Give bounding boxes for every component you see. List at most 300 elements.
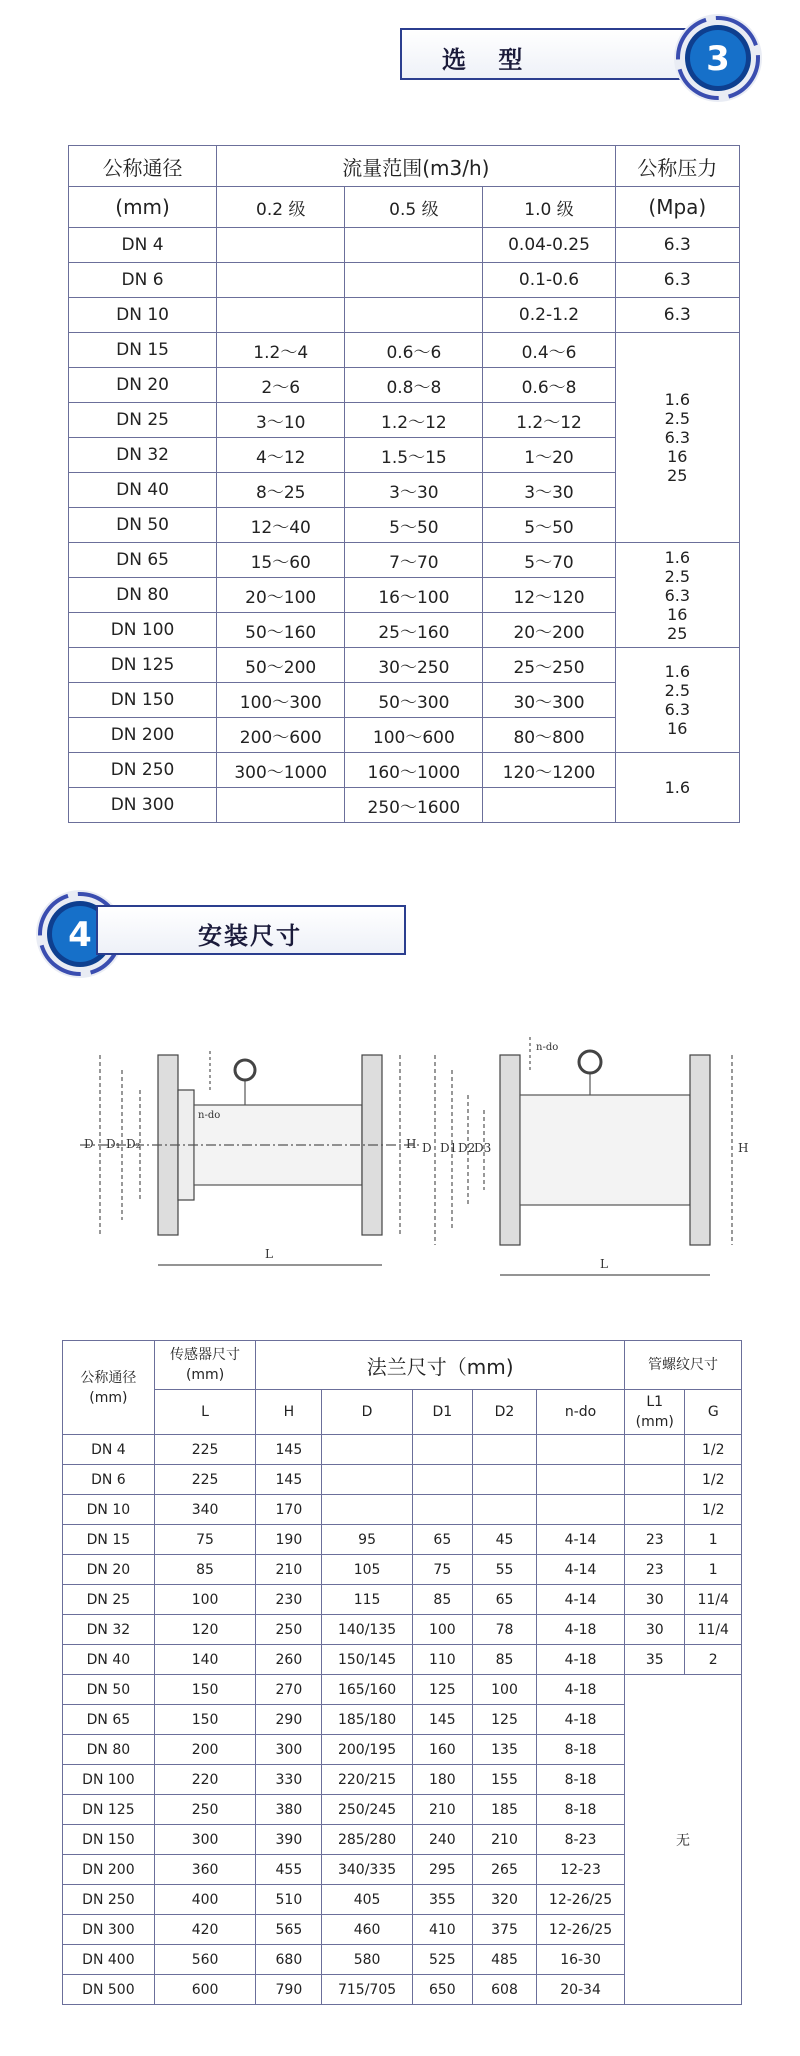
- dim-cell-D1: 145: [412, 1705, 472, 1735]
- dim-cell-dn: DN 4: [63, 1435, 155, 1465]
- cell-grade-02: 12～40: [217, 508, 345, 543]
- flow-table-row: [69, 543, 740, 578]
- dim-cell-dn: DN 20: [63, 1555, 155, 1585]
- dim-cell-H: 680: [256, 1945, 322, 1975]
- dwg-left-D1: D₁: [106, 1137, 121, 1151]
- dim-cell-D: 580: [322, 1945, 412, 1975]
- cell-dn: DN 4: [69, 228, 217, 263]
- dim-cell-L1: 23: [624, 1525, 685, 1555]
- dwg-right-ndo: n-do: [536, 1042, 559, 1053]
- dim-cell-D2: [472, 1495, 536, 1525]
- header-dn-unit: (mm): [69, 187, 217, 228]
- cell-grade-02: [217, 788, 345, 823]
- cell-grade-10: 120～1200: [483, 753, 615, 788]
- dim-cell-G: 11/4: [685, 1615, 742, 1645]
- dwg-right-D2: D2: [458, 1141, 476, 1155]
- cell-grade-05: 5～50: [345, 508, 483, 543]
- flow-table-row: [69, 228, 740, 263]
- dim-cell-D2: 45: [472, 1525, 536, 1555]
- cell-grade-10: 80～800: [483, 718, 615, 753]
- dim-cell-L1: 30: [624, 1615, 685, 1645]
- dim-cell-L: 400: [154, 1885, 256, 1915]
- dim-cell-D1: 650: [412, 1975, 472, 2005]
- cell-grade-05: [345, 228, 483, 263]
- cell-grade-02: 4～12: [217, 438, 345, 473]
- drawing-right: [435, 1035, 732, 1275]
- section-3-title: 选 型: [442, 46, 535, 74]
- pressure-value: 16: [667, 447, 688, 466]
- dim-cell-L: 75: [154, 1525, 256, 1555]
- cell-grade-02: 50～200: [217, 648, 345, 683]
- dim-cell-L: 150: [154, 1705, 256, 1735]
- cell-grade-02: 200～600: [217, 718, 345, 753]
- dim-cell-dn: DN 80: [63, 1735, 155, 1765]
- pressure-value: 2.5: [664, 566, 691, 586]
- cell-grade-05: 1.5～15: [345, 438, 483, 473]
- dim-table-row: [63, 1675, 742, 1705]
- dim-cell-ndo: 8-18: [537, 1765, 625, 1795]
- cell-dn: DN 50: [69, 508, 217, 543]
- dim-cell-H: 145: [256, 1435, 322, 1465]
- cell-grade-05: 25～160: [345, 613, 483, 648]
- dim-cell-D: 95: [322, 1525, 412, 1555]
- dim-cell-H: 390: [256, 1825, 322, 1855]
- dim-cell-D2: 85: [472, 1645, 536, 1675]
- dim-cell-ndo: 4-14: [537, 1555, 625, 1585]
- pressure-value: 25: [667, 466, 688, 485]
- dwg-left-ndo: n-do: [198, 1110, 221, 1121]
- dim-cell-L: 600: [154, 1975, 256, 2005]
- installation-drawings: [60, 1030, 750, 1300]
- cell-grade-10: 1.2～12: [483, 403, 615, 438]
- dim-cell-H: 300: [256, 1735, 322, 1765]
- cell-dn: DN 10: [69, 298, 217, 333]
- cell-grade-02: [217, 298, 345, 333]
- cell-grade-02: 3～10: [217, 403, 345, 438]
- dim-cell-ndo: [537, 1435, 625, 1465]
- dim-table-row: [63, 1435, 742, 1465]
- dim-cell-L: 85: [154, 1555, 256, 1585]
- dim-cell-ndo: [537, 1465, 625, 1495]
- cell-pressure: 6.3: [615, 228, 739, 263]
- dim-cell-D1: 125: [412, 1675, 472, 1705]
- dim-cell-H: 170: [256, 1495, 322, 1525]
- dim-cell-D: 285/280: [322, 1825, 412, 1855]
- cell-grade-10: 0.4～6: [483, 333, 615, 368]
- dim-cell-H: 270: [256, 1675, 322, 1705]
- dim-cell-L1: 30: [624, 1585, 685, 1615]
- dim-cell-ndo: 4-18: [537, 1615, 625, 1645]
- dim-cell-G: 11/4: [685, 1585, 742, 1615]
- dim-cell-D1: 160: [412, 1735, 472, 1765]
- dim-cell-ndo: 4-14: [537, 1585, 625, 1615]
- section-3-number: 3: [706, 39, 730, 79]
- dim-cell-dn: DN 125: [63, 1795, 155, 1825]
- header-flow: 流量范围(m3/h): [217, 146, 615, 187]
- dim-cell-D: 165/160: [322, 1675, 412, 1705]
- dim-cell-L1: 35: [624, 1645, 685, 1675]
- cell-grade-05: 160～1000: [345, 753, 483, 788]
- dim-cell-D1: 240: [412, 1825, 472, 1855]
- dim-table-row: [63, 1585, 742, 1615]
- cell-grade-05: 7～70: [345, 543, 483, 578]
- cell-grade-10: 1～20: [483, 438, 615, 473]
- dim-cell-D1: 85: [412, 1585, 472, 1615]
- cell-grade-02: [217, 228, 345, 263]
- dim-cell-L: 560: [154, 1945, 256, 1975]
- cell-pressure-group: [615, 543, 739, 648]
- cell-grade-10: 20～200: [483, 613, 615, 648]
- dim-cell-H: 210: [256, 1555, 322, 1585]
- header-grade-05: 0.5 级: [345, 187, 483, 228]
- header-dn: 公称通径: [69, 146, 217, 187]
- dim-cell-D1: [412, 1435, 472, 1465]
- dim-cell-ndo: 4-18: [537, 1645, 625, 1675]
- dim-cell-D2: 65: [472, 1585, 536, 1615]
- cell-pressure-group: [615, 753, 739, 823]
- dim-cell-D2: 608: [472, 1975, 536, 2005]
- dim-cell-dn: DN 32: [63, 1615, 155, 1645]
- cell-grade-10: 5～50: [483, 508, 615, 543]
- dim-header-thread: 管螺纹尺寸: [624, 1341, 741, 1390]
- cell-grade-05: 250～1600: [345, 788, 483, 823]
- header-pressure-unit: (Mpa): [615, 187, 739, 228]
- dwg-right-D3: D3: [474, 1141, 492, 1155]
- cell-dn: DN 25: [69, 403, 217, 438]
- cell-dn: DN 125: [69, 648, 217, 683]
- dim-sub-L1: L1 (mm): [624, 1390, 685, 1435]
- dim-cell-D: 150/145: [322, 1645, 412, 1675]
- dim-cell-ndo: 12-26/25: [537, 1915, 625, 1945]
- dim-cell-D: 105: [322, 1555, 412, 1585]
- pressure-value: 16: [667, 719, 688, 738]
- dim-cell-dn: DN 65: [63, 1705, 155, 1735]
- dim-cell-H: 455: [256, 1855, 322, 1885]
- dim-cell-D2: 320: [472, 1885, 536, 1915]
- dim-table-row: [63, 1555, 742, 1585]
- pressure-value: 6.3: [664, 428, 691, 447]
- flow-table-row: [69, 753, 740, 788]
- cell-pressure: 6.3: [615, 263, 739, 298]
- flow-table-row: [69, 333, 740, 368]
- section-4-title: 安装尺寸: [198, 922, 302, 950]
- dimension-table: [62, 1340, 742, 2005]
- dim-cell-L1: [624, 1435, 685, 1465]
- cell-grade-02: 15～60: [217, 543, 345, 578]
- dim-cell-D2: [472, 1435, 536, 1465]
- dim-cell-G: 1/2: [685, 1495, 742, 1525]
- dim-sub-H: H: [256, 1390, 322, 1435]
- cell-grade-05: 16～100: [345, 578, 483, 613]
- dim-cell-D2: 100: [472, 1675, 536, 1705]
- dim-cell-D1: 75: [412, 1555, 472, 1585]
- cell-pressure: 6.3: [615, 298, 739, 333]
- cell-dn: DN 20: [69, 368, 217, 403]
- dim-cell-D2: 185: [472, 1795, 536, 1825]
- dim-cell-D: 340/335: [322, 1855, 412, 1885]
- dwg-left-D2: D₂: [126, 1137, 141, 1151]
- dim-cell-L: 140: [154, 1645, 256, 1675]
- dim-cell-ndo: 4-14: [537, 1525, 625, 1555]
- dim-cell-D: [322, 1495, 412, 1525]
- cell-dn: DN 6: [69, 263, 217, 298]
- cell-grade-05: [345, 263, 483, 298]
- pressure-value: 25: [667, 623, 688, 643]
- cell-dn: DN 40: [69, 473, 217, 508]
- dim-cell-L: 340: [154, 1495, 256, 1525]
- cell-grade-05: 30～250: [345, 648, 483, 683]
- pressure-value: 1.6: [664, 662, 691, 681]
- cell-grade-05: [345, 298, 483, 333]
- dim-sub-L: L: [154, 1390, 256, 1435]
- dwg-right-D1: D1: [440, 1141, 458, 1155]
- pressure-value: 16: [667, 604, 688, 624]
- cell-grade-10: 25～250: [483, 648, 615, 683]
- cell-grade-05: 3～30: [345, 473, 483, 508]
- flow-table-row: [69, 263, 740, 298]
- dim-cell-D1: 525: [412, 1945, 472, 1975]
- dim-cell-ndo: 8-18: [537, 1735, 625, 1765]
- cell-grade-02: [217, 263, 345, 298]
- dim-cell-ndo: [537, 1495, 625, 1525]
- cell-grade-02: 2～6: [217, 368, 345, 403]
- dim-cell-D1: 110: [412, 1645, 472, 1675]
- dim-table-row: [63, 1495, 742, 1525]
- dim-cell-dn: DN 25: [63, 1585, 155, 1615]
- dim-cell-dn: DN 500: [63, 1975, 155, 2005]
- header-grade-10: 1.0 级: [483, 187, 615, 228]
- dwg-left-L: L: [265, 1247, 273, 1261]
- dim-cell-D: 715/705: [322, 1975, 412, 2005]
- dim-cell-D2: 265: [472, 1855, 536, 1885]
- cell-dn: DN 32: [69, 438, 217, 473]
- dim-cell-D: 220/215: [322, 1765, 412, 1795]
- dim-cell-L: 200: [154, 1735, 256, 1765]
- cell-grade-02: 100～300: [217, 683, 345, 718]
- dim-cell-D: [322, 1465, 412, 1495]
- dim-cell-H: 230: [256, 1585, 322, 1615]
- dim-cell-H: 380: [256, 1795, 322, 1825]
- pressure-value: 2.5: [664, 681, 691, 700]
- dim-sub-ndo: n-do: [537, 1390, 625, 1435]
- flow-range-table: [68, 145, 740, 823]
- dim-cell-dn: DN 400: [63, 1945, 155, 1975]
- dim-cell-D2: 210: [472, 1825, 536, 1855]
- dim-cell-D1: 410: [412, 1915, 472, 1945]
- dim-cell-G: 1/2: [685, 1435, 742, 1465]
- dim-cell-L: 300: [154, 1825, 256, 1855]
- pressure-value: 6.3: [664, 700, 691, 719]
- cell-grade-02: 50～160: [217, 613, 345, 648]
- dim-cell-G: 2: [685, 1645, 742, 1675]
- cell-grade-05: 50～300: [345, 683, 483, 718]
- dim-cell-H: 565: [256, 1915, 322, 1945]
- cell-grade-10: 0.2-1.2: [483, 298, 615, 333]
- dim-cell-D2: 55: [472, 1555, 536, 1585]
- dim-cell-D2: 155: [472, 1765, 536, 1795]
- header-pressure: 公称压力: [615, 146, 739, 187]
- cell-grade-05: 0.6～6: [345, 333, 483, 368]
- dim-cell-dn: DN 6: [63, 1465, 155, 1495]
- cell-dn: DN 15: [69, 333, 217, 368]
- cell-pressure-group: [615, 648, 739, 753]
- dwg-right-H: H: [738, 1141, 749, 1155]
- dim-cell-D2: [472, 1465, 536, 1495]
- cell-dn: DN 250: [69, 753, 217, 788]
- dim-cell-D: 140/135: [322, 1615, 412, 1645]
- dim-table-row: [63, 1525, 742, 1555]
- dim-cell-H: 790: [256, 1975, 322, 2005]
- dim-cell-D: 200/195: [322, 1735, 412, 1765]
- dim-header-flange: 法兰尺寸（mm): [256, 1341, 625, 1390]
- dim-cell-G: 1: [685, 1555, 742, 1585]
- dim-cell-D1: 355: [412, 1885, 472, 1915]
- header-grade-02: 0.2 级: [217, 187, 345, 228]
- cell-grade-02: 8～25: [217, 473, 345, 508]
- dim-cell-none: 无: [624, 1675, 741, 2005]
- dim-cell-D1: 210: [412, 1795, 472, 1825]
- dim-cell-D1: 180: [412, 1765, 472, 1795]
- flow-table-row: [69, 298, 740, 333]
- flow-table-row: [69, 648, 740, 683]
- cell-grade-10: [483, 788, 615, 823]
- dim-cell-L1: 23: [624, 1555, 685, 1585]
- cell-grade-10: 5～70: [483, 543, 615, 578]
- dim-cell-ndo: 8-18: [537, 1795, 625, 1825]
- dim-cell-D1: [412, 1465, 472, 1495]
- dwg-right-L: L: [600, 1257, 608, 1271]
- dim-cell-D1: 295: [412, 1855, 472, 1885]
- dim-cell-L: 100: [154, 1585, 256, 1615]
- dim-cell-D2: 485: [472, 1945, 536, 1975]
- cell-grade-10: 0.1-0.6: [483, 263, 615, 298]
- cell-grade-05: 1.2～12: [345, 403, 483, 438]
- dim-cell-ndo: 12-23: [537, 1855, 625, 1885]
- pressure-value: 1.6: [664, 547, 691, 567]
- cell-dn: DN 300: [69, 788, 217, 823]
- dim-cell-ndo: 20-34: [537, 1975, 625, 2005]
- dim-cell-L: 120: [154, 1615, 256, 1645]
- pressure-value: 6.3: [664, 585, 691, 605]
- dim-cell-H: 145: [256, 1465, 322, 1495]
- dim-cell-D1: 100: [412, 1615, 472, 1645]
- cell-grade-10: 12～120: [483, 578, 615, 613]
- cell-grade-10: 0.6～8: [483, 368, 615, 403]
- pressure-value: 2.5: [664, 409, 691, 428]
- cell-grade-10: 0.04-0.25: [483, 228, 615, 263]
- dim-cell-L: 220: [154, 1765, 256, 1795]
- dim-cell-ndo: 8-23: [537, 1825, 625, 1855]
- dim-cell-L: 360: [154, 1855, 256, 1885]
- dim-sub-D1: D1: [412, 1390, 472, 1435]
- dwg-left-D: D: [84, 1137, 94, 1151]
- dim-cell-dn: DN 300: [63, 1915, 155, 1945]
- cell-dn: DN 65: [69, 543, 217, 578]
- dim-cell-dn: DN 150: [63, 1825, 155, 1855]
- dim-cell-D1: [412, 1495, 472, 1525]
- dim-cell-dn: DN 50: [63, 1675, 155, 1705]
- section-3-badge: [672, 12, 764, 104]
- cell-grade-05: 100～600: [345, 718, 483, 753]
- dim-cell-D2: 125: [472, 1705, 536, 1735]
- dim-cell-dn: DN 10: [63, 1495, 155, 1525]
- dim-cell-H: 330: [256, 1765, 322, 1795]
- dim-table-row: [63, 1645, 742, 1675]
- dim-sub-D: D: [322, 1390, 412, 1435]
- dim-header-sensor: 传感器尺寸 (mm): [154, 1341, 256, 1390]
- cell-grade-02: 300～1000: [217, 753, 345, 788]
- drawing-left: [80, 1050, 420, 1265]
- dim-table-row: [63, 1465, 742, 1495]
- dim-cell-L: 225: [154, 1465, 256, 1495]
- dim-cell-L: 250: [154, 1795, 256, 1825]
- dim-cell-dn: DN 250: [63, 1885, 155, 1915]
- dim-cell-D: 250/245: [322, 1795, 412, 1825]
- dim-cell-G: 1: [685, 1525, 742, 1555]
- pressure-value: 1.6: [664, 778, 691, 797]
- dim-cell-H: 510: [256, 1885, 322, 1915]
- dwg-right-D: D: [422, 1141, 432, 1155]
- dim-cell-L: 225: [154, 1435, 256, 1465]
- section-4-header: [96, 905, 406, 955]
- dim-cell-dn: DN 40: [63, 1645, 155, 1675]
- cell-dn: DN 150: [69, 683, 217, 718]
- dim-cell-D2: 78: [472, 1615, 536, 1645]
- dim-cell-L1: [624, 1465, 685, 1495]
- dim-cell-D: [322, 1435, 412, 1465]
- pressure-value: 1.6: [664, 390, 691, 409]
- dim-cell-G: 1/2: [685, 1465, 742, 1495]
- dim-cell-D2: 135: [472, 1735, 536, 1765]
- dim-cell-D: 405: [322, 1885, 412, 1915]
- dim-cell-H: 260: [256, 1645, 322, 1675]
- dim-sub-D2: D2: [472, 1390, 536, 1435]
- dim-cell-H: 290: [256, 1705, 322, 1735]
- dim-cell-L: 150: [154, 1675, 256, 1705]
- dim-header-dn: 公称通径 (mm): [63, 1341, 155, 1435]
- dim-cell-H: 190: [256, 1525, 322, 1555]
- dim-sub-G: G: [685, 1390, 742, 1435]
- dim-cell-L: 420: [154, 1915, 256, 1945]
- dim-cell-dn: DN 100: [63, 1765, 155, 1795]
- dim-cell-D: 115: [322, 1585, 412, 1615]
- dim-cell-ndo: 4-18: [537, 1675, 625, 1705]
- cell-dn: DN 200: [69, 718, 217, 753]
- dim-cell-D: 185/180: [322, 1705, 412, 1735]
- dim-cell-D2: 375: [472, 1915, 536, 1945]
- dim-cell-dn: DN 200: [63, 1855, 155, 1885]
- section-4-number: 4: [68, 915, 92, 955]
- cell-grade-02: 20～100: [217, 578, 345, 613]
- cell-dn: DN 100: [69, 613, 217, 648]
- dim-cell-ndo: 12-26/25: [537, 1885, 625, 1915]
- dim-table-row: [63, 1615, 742, 1645]
- dim-cell-ndo: 4-18: [537, 1705, 625, 1735]
- cell-dn: DN 80: [69, 578, 217, 613]
- dim-cell-dn: DN 15: [63, 1525, 155, 1555]
- cell-grade-02: 1.2～4: [217, 333, 345, 368]
- dim-cell-L1: [624, 1495, 685, 1525]
- dim-cell-ndo: 16-30: [537, 1945, 625, 1975]
- cell-pressure-group: [615, 333, 739, 543]
- cell-grade-10: 30～300: [483, 683, 615, 718]
- cell-grade-05: 0.8～8: [345, 368, 483, 403]
- dim-cell-D1: 65: [412, 1525, 472, 1555]
- dwg-left-H: H: [406, 1137, 417, 1151]
- cell-grade-10: 3～30: [483, 473, 615, 508]
- dim-cell-H: 250: [256, 1615, 322, 1645]
- dim-cell-D: 460: [322, 1915, 412, 1945]
